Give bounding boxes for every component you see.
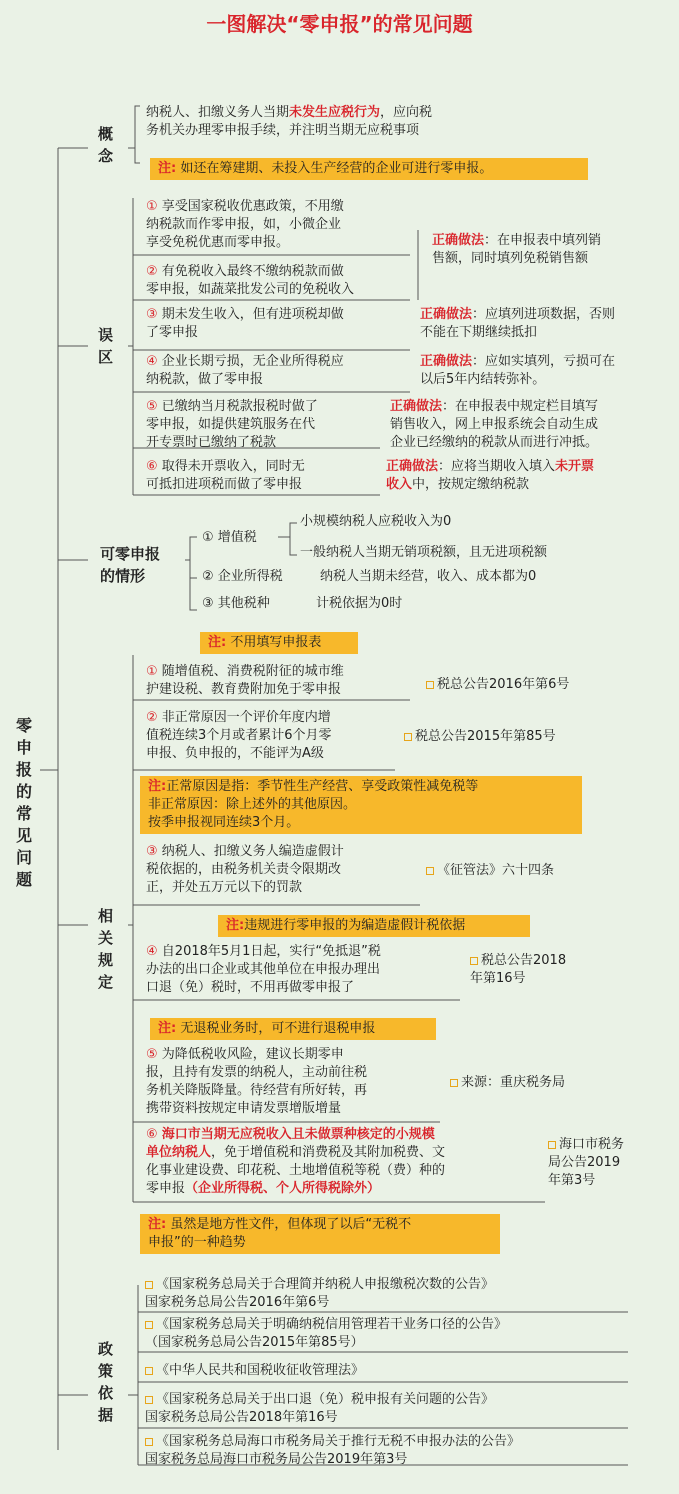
concept-note: 注: 如还在筹建期、未投入生产经营的企业可进行零申报。 bbox=[150, 158, 588, 180]
category-concept: 概念 bbox=[98, 125, 114, 165]
case-vat-small: 小规模纳税人应税收入为0 bbox=[300, 514, 452, 529]
rule-2: ② 非正常原因一个评价年度内增 值税连续3个月或者累计6个月零 申报、负申报的，不能评为A级 bbox=[146, 710, 332, 761]
rule-5-source: 来源：重庆税务局 bbox=[450, 1074, 620, 1092]
case-vat: ① 增值税 bbox=[202, 530, 257, 545]
fix-3: 正确做法：应如实填列，亏损可在 以后5年内结转弥补。 bbox=[420, 354, 616, 387]
basis-item-1: 《国家税务总局关于合理简并纳税人申报缴税次数的公告》 国家税务总局公告2016年第6号 bbox=[145, 1277, 495, 1310]
category-cases: 可零申报 的情形 bbox=[100, 545, 161, 585]
misconception-3: ③ 期未发生收入，但有进项税却做 了零申报 bbox=[146, 307, 344, 340]
case-cit: ② 企业所得税 bbox=[202, 569, 283, 584]
case-other-detail: 计税依据为0时 bbox=[316, 596, 403, 611]
page-title: 一图解决“零申报”的常见问题 bbox=[206, 12, 473, 36]
rule-1: ① 随增值税、消费税附征的城市维 护建设税、教育费附加免于零申报 bbox=[146, 664, 344, 697]
misconception-6: ⑥ 取得未开票收入，同时无 可抵扣进项税而做了零申报 bbox=[146, 459, 305, 492]
case-vat-general: 一般纳税人当期无销项税额，且无进项税额 bbox=[300, 545, 548, 560]
basis-item-3: 《中华人民共和国税收征收管理法》 bbox=[145, 1362, 645, 1380]
fix-2: 正确做法：应填列进项数据，否则 不能在下期继续抵扣 bbox=[420, 307, 616, 340]
rules-note-3: 注:违规进行零申报的为编造虚假计税依据 bbox=[218, 915, 530, 937]
misconception-5: ⑤ 已缴纳当月税款报税时做了 零申报，如提供建筑服务在代 开专票时已缴纳了税款 bbox=[146, 399, 318, 450]
fix-4: 正确做法：在申报表中规定栏目填写 销售收入，网上申报系统会自动生成 企业已经缴纳的税款从而进行冲抵。 bbox=[390, 399, 599, 450]
category-rules: 相关 规定 bbox=[98, 907, 114, 991]
fix-5: 正确做法：应将当期收入填入未开票 收入中，按规定缴纳税款 bbox=[386, 459, 595, 492]
concept-text: 纳税人、扣缴义务人当期未发生应税行为，应向税 务机关办理零申报手续，并注明当期无应税事项 bbox=[146, 105, 433, 138]
basis-item-2: 《国家税务总局关于明确纳税信用管理若干业务口径的公告》 （国家税务总局公告2015年第85号） bbox=[145, 1317, 508, 1350]
rules-note-6: 注: 虽然是地方性文件，但体现了以后“无税不 申报”的一种趋势 bbox=[140, 1214, 500, 1254]
case-cit-detail: 纳税人当期未经营，收入、成本都为0 bbox=[320, 569, 537, 584]
rules-note-2: 注:正常原因是指：季节性生产经营、享受政策性减免税等 非正常原因：除上述外的其他原因。 按季申报视同连续3个月。 bbox=[140, 776, 582, 834]
basis-item-4: 《国家税务总局关于出口退（免）税申报有关问题的公告》 国家税务总局公告2018年第16号 bbox=[145, 1392, 495, 1425]
rules-note-4: 注: 无退税业务时，可不进行退税申报 bbox=[150, 1018, 436, 1040]
rule-2-source: 税总公告2015年第85号 bbox=[404, 728, 604, 746]
fix-1: 正确做法：在申报表中填列销 售额，同时填列免税销售额 bbox=[432, 233, 602, 266]
rules-note-top: 注: 不用填写申报表 bbox=[200, 632, 358, 654]
root-node: 零申报的常见问题 bbox=[16, 716, 33, 889]
basis-item-5: 《国家税务总局海口市税务局关于推行无税不申报办法的公告》 国家税务总局海口市税务局公告2019年第3号 bbox=[145, 1434, 521, 1467]
rule-6: ⑥ 海口市当期无应税收入且未做票种核定的小规模 单位纳税人，免于增值税和消费税及其附加税费、文 化事业建设费、印花税、土地增值税等税（费）种的 零申报（企业所得税、个人所得税除外） bbox=[146, 1127, 446, 1196]
misconception-1: ① 享受国家税收优惠政策，不用缴 纳税款而作零申报，如，小微企业 享受免税优惠而零申报。 bbox=[146, 199, 344, 250]
category-basis: 政 策 依 据 bbox=[98, 1340, 114, 1424]
rule-1-source: 税总公告2016年第6号 bbox=[426, 676, 626, 694]
rule-3: ③ 纳税人、扣缴义务人编造虚假计 税依据的，由税务机关责令限期改 正，并处五万元以下的罚款 bbox=[146, 844, 344, 895]
rule-4-source: 税总公告2018 年第16号 bbox=[470, 953, 567, 986]
rule-6-source: 海口市税务 局公告2019 年第3号 bbox=[548, 1137, 625, 1188]
category-misconceptions: 误区 bbox=[98, 326, 114, 366]
rule-5: ⑤ 为降低税收风险，建议长期零申 报，且持有发票的纳税人，主动前往税 务机关降版降量。待经营有所好转，再 携带资料按规定申请发票增版增量 bbox=[146, 1047, 368, 1116]
misconception-2: ② 有免税收入最终不缴纳税款而做 零申报，如蔬菜批发公司的免税收入 bbox=[146, 264, 355, 297]
misconception-4: ④ 企业长期亏损，无企业所得税应 纳税款，做了零申报 bbox=[146, 354, 344, 387]
rule-4: ④ 自2018年5月1日起，实行“免抵退”税 办法的出口企业或其他单位在申报办理出 口退（免）税时，不用再做零申报了 bbox=[146, 944, 381, 995]
case-other: ③ 其他税种 bbox=[202, 596, 270, 611]
rule-3-source: 《征管法》六十四条 bbox=[426, 862, 626, 880]
